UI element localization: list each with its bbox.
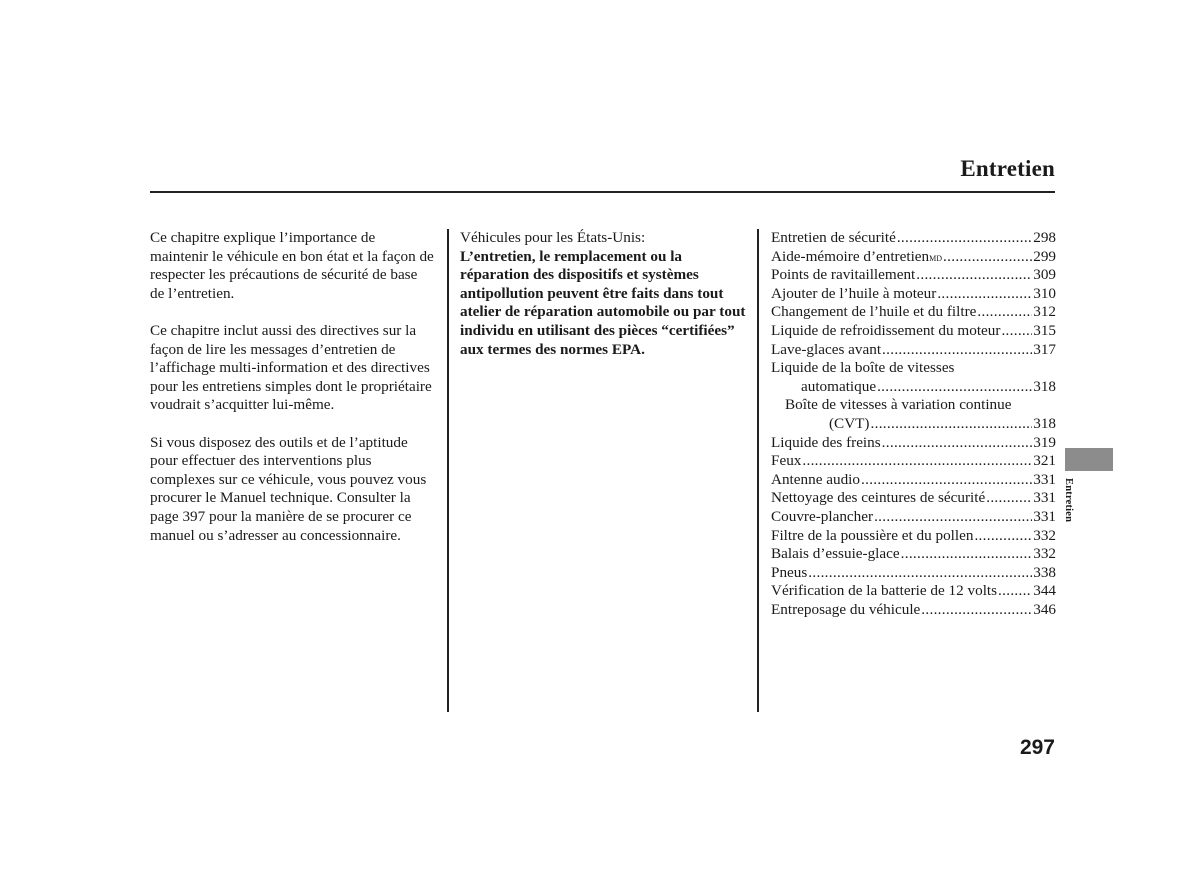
toc-leader-dots: [808, 564, 1032, 583]
toc-entry-label: automatique: [801, 377, 877, 395]
toc-entry[interactable]: [771, 601, 1056, 620]
page-number: 297: [1019, 736, 1055, 759]
toc-entry-page: 331: [1033, 470, 1056, 488]
intro-paragraph: Ce chapitre inclut aussi des directives sur la façon de lire les messages d’entretien de l’affichage multi-information et des directives pour les entretiens simples dont le propriétaire voudrait s’acquitter lui-même.: [150, 321, 432, 414]
toc-entry-page: 318: [1033, 414, 1056, 432]
toc-entry[interactable]: [771, 508, 1056, 527]
toc-entry-page: 332: [1033, 526, 1056, 544]
toc-entry[interactable]: [771, 322, 1056, 341]
toc-leader-dots: [877, 378, 1032, 397]
toc-leader-dots: [916, 266, 1032, 285]
toc-entry[interactable]: [771, 434, 1056, 453]
toc-entry[interactable]: [771, 248, 1056, 267]
toc-entry-page: 346: [1033, 600, 1056, 618]
toc-entry-page: 331: [1033, 489, 1056, 507]
toc-entry-page: 344: [1033, 582, 1056, 600]
toc-entry-label: Vérification de la batterie de 12 volts: [771, 582, 998, 600]
toc-entry-label: Changement de l’huile et du filtre: [771, 303, 977, 321]
toc-entry[interactable]: [771, 545, 1056, 564]
toc-entry[interactable]: [771, 229, 1056, 248]
toc-entry[interactable]: [771, 471, 1056, 490]
toc-entry-label: Feux: [771, 452, 802, 470]
toc-entry-page: 318: [1033, 377, 1056, 395]
toc-entry-label: Ajouter de l’huile à moteur: [771, 284, 937, 302]
header-rule: [150, 191, 1055, 193]
toc-entry-page: 309: [1033, 266, 1056, 284]
notice-column: [460, 229, 750, 359]
toc-entry[interactable]: [771, 582, 1056, 601]
toc-entry-label: Pneus: [771, 563, 808, 581]
toc-entry-label: Points de ravitaillement: [771, 266, 916, 284]
intro-paragraph: Ce chapitre explique l’importance de maintenir le véhicule en bon état et la façon de respecter les précautions de sécurité de base de l’entretien.: [150, 229, 434, 302]
toc-entry-page: 298: [1033, 229, 1056, 246]
toc-entry-page: 319: [1033, 433, 1056, 451]
toc-entry-label: Liquide de refroidissement du moteur: [771, 321, 1001, 339]
toc-leader-dots: [974, 527, 1032, 546]
toc-entry-page: 321: [1033, 452, 1056, 470]
toc-entry-page: 338: [1033, 563, 1056, 581]
toc-leader-dots: [998, 582, 1032, 601]
toc-entry[interactable]: [771, 396, 1056, 415]
toc-leader-dots: [986, 489, 1032, 508]
page-title: Entretien: [960, 156, 1055, 181]
intro-paragraph: Si vous disposez des outils et de l’aptitude pour effectuer des interventions plus complexes sur ce véhicule, vous pouvez vous procurer le Manuel technique. Consulter la page 397 pour la manière de se procurer ce manuel ou s’adresser au concessionnaire.: [150, 433, 427, 544]
toc-leader-dots: [897, 229, 1032, 248]
toc-leader-dots: [874, 508, 1032, 527]
toc-leader-dots: [1001, 322, 1032, 341]
toc-entry-label: Entretien de sécurité: [771, 229, 896, 246]
toc-entry[interactable]: [771, 564, 1056, 583]
column-divider: [447, 229, 449, 712]
toc-entry-label: Entreposage du véhicule: [771, 600, 921, 618]
toc-entry-page: 331: [1033, 507, 1056, 525]
toc-entry-label: Lave-glaces avant: [771, 340, 882, 358]
registered-mark: MD: [929, 253, 943, 263]
toc-entry-page: 317: [1033, 340, 1056, 358]
column-divider: [757, 229, 759, 712]
toc-entry-label: Filtre de la poussière et du pollen: [771, 526, 974, 544]
toc-entry-label: Couvre-plancher: [771, 507, 874, 525]
toc-entry-label: Aide-mémoire d’entretien: [771, 247, 930, 265]
toc-leader-dots: [861, 471, 1032, 490]
toc-leader-dots: [943, 248, 1032, 267]
toc-leader-dots: [937, 285, 1032, 304]
toc-leader-dots: [882, 341, 1032, 360]
toc-entry-label: Antenne audio: [771, 470, 860, 488]
notice-bold-text: L’entretien, le remplacement ou la réparation des dispositifs et systèmes antipollution peuvent être faits dans tout atelier de réparation automobile ou par tout individu en utilisant des pièces “certifiées” aux termes des normes EPA.: [460, 247, 746, 358]
toc-entry[interactable]: [771, 266, 1056, 285]
toc-leader-dots: [977, 303, 1032, 322]
toc-entry-page: 312: [1033, 303, 1056, 321]
section-tab-label: Entretien: [1063, 478, 1074, 523]
toc-entry-page: 299: [1033, 247, 1056, 265]
toc-list: [771, 229, 1056, 619]
toc-entry[interactable]: [771, 341, 1056, 360]
toc-entry-label: Boîte de vitesses à variation continue: [785, 396, 1012, 414]
toc-entry[interactable]: [771, 415, 1056, 434]
toc-leader-dots: [802, 452, 1032, 471]
toc-leader-dots: [921, 601, 1032, 620]
toc-entry[interactable]: [771, 303, 1056, 322]
toc-entry[interactable]: [771, 489, 1056, 508]
toc-entry-label: (CVT): [829, 414, 870, 432]
toc-entry[interactable]: [771, 452, 1056, 471]
toc-entry-page: 315: [1033, 321, 1056, 339]
toc-leader-dots: [882, 434, 1033, 453]
toc-leader-dots: [871, 415, 1033, 434]
toc-entry-label: Liquide de la boîte de vitesses: [771, 359, 955, 377]
toc-entry-label: Nettoyage des ceintures de sécurité: [771, 489, 986, 507]
section-tab: [1065, 448, 1113, 471]
toc-entry[interactable]: [771, 359, 1056, 378]
toc-entry[interactable]: [771, 285, 1056, 304]
toc-entry-label: Balais d’essuie-glace: [771, 545, 900, 563]
intro-column: [150, 229, 435, 564]
toc-entry-label: Liquide des freins: [771, 433, 881, 451]
notice-heading: Véhicules pour les États-Unis:: [460, 229, 646, 246]
toc-entry[interactable]: [771, 378, 1056, 397]
toc-entry-page: 332: [1033, 545, 1056, 563]
toc-entry[interactable]: [771, 527, 1056, 546]
toc-leader-dots: [901, 545, 1033, 564]
toc-entry-page: 310: [1033, 284, 1056, 302]
